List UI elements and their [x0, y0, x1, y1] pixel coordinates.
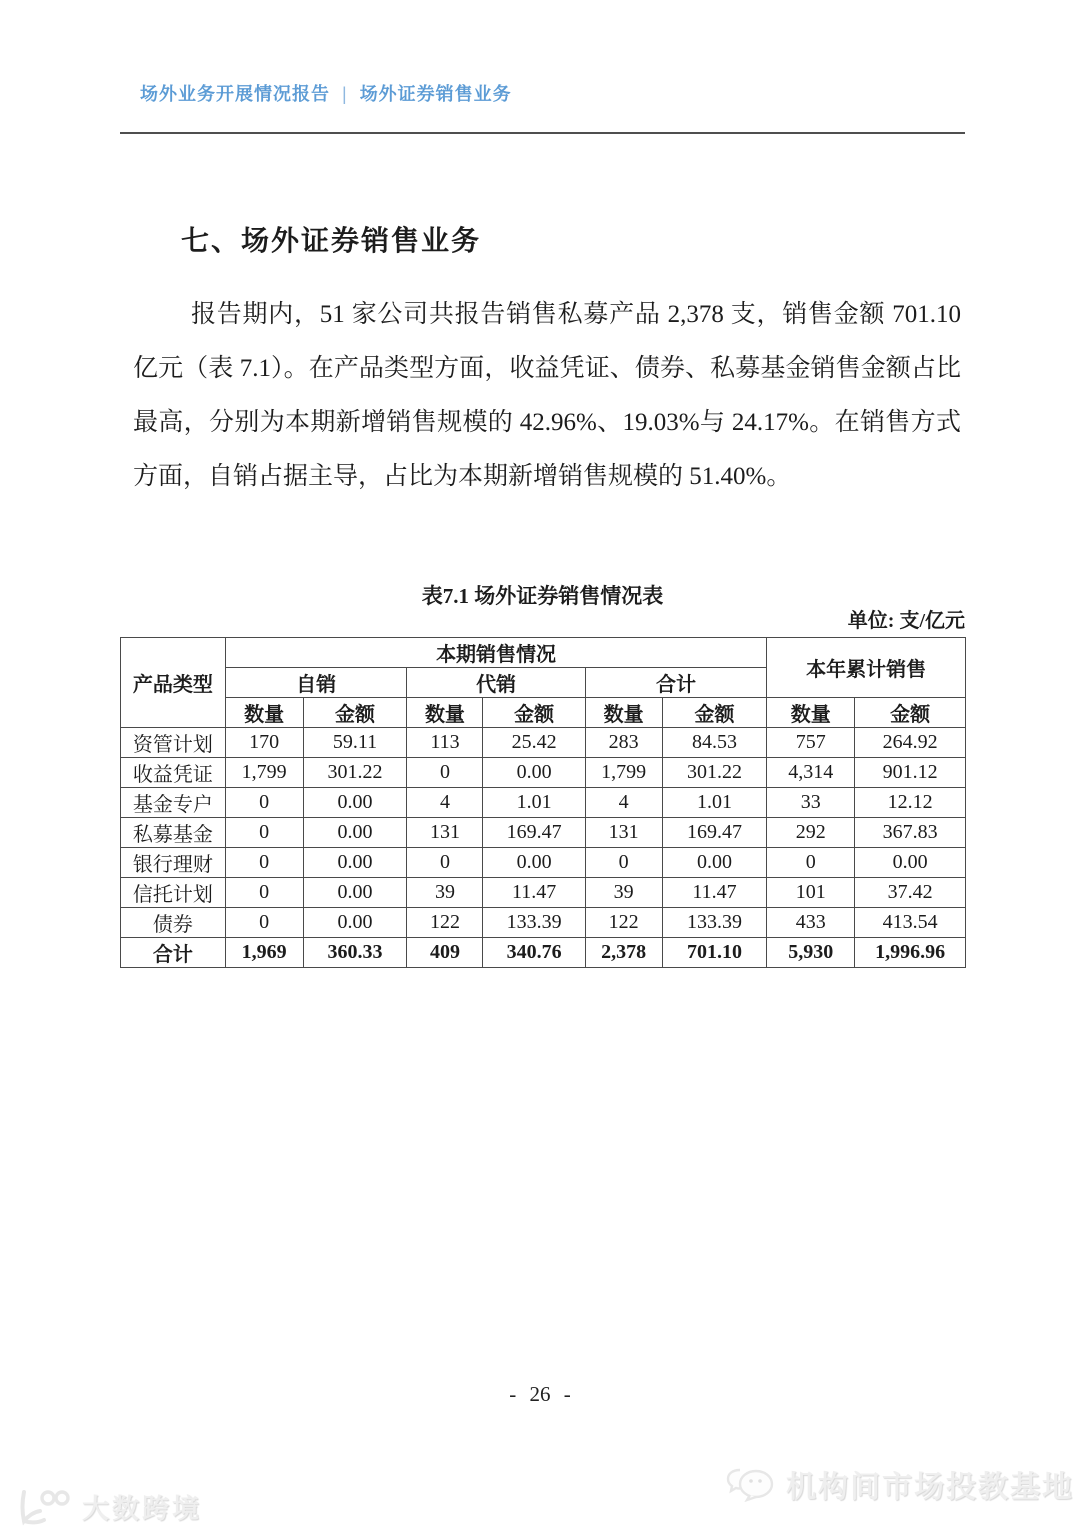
body-paragraph: 报告期内，51 家公司共报告销售私募产品 2,378 支，销售金额 701.10 亿元（表 7.1）。在产品类型方面，收益凭证、债券、私募基金销售金额占比最高，分别为本期新增销售规模的 42.96%、19.03%与 24.17%。在销售方式方面，自销占据主导，占比为本期新增销售规模的 51.40%。: [133, 301, 961, 490]
cell-value: 0: [225, 818, 303, 848]
cell-value: 292: [767, 818, 855, 848]
cell-value: 0.00: [483, 848, 585, 878]
cell-value: 360.33: [303, 938, 407, 968]
table-row: [121, 848, 966, 878]
cell-value: 0: [767, 848, 855, 878]
cell-value: 340.76: [483, 938, 585, 968]
col-header-qty: 数量: [225, 698, 303, 728]
row-label: 收益凭证: [121, 758, 226, 788]
sales-table: [120, 637, 966, 968]
chat-bubbles-icon: [726, 1466, 778, 1502]
cell-value: 84.53: [662, 728, 767, 758]
cell-value: 0: [225, 878, 303, 908]
cell-value: 39: [585, 878, 662, 908]
cell-value: 264.92: [855, 728, 966, 758]
cell-value: 283: [585, 728, 662, 758]
row-label: 债券: [121, 908, 226, 938]
cell-value: 11.47: [483, 878, 585, 908]
cell-value: 39: [407, 878, 483, 908]
cell-value: 0.00: [483, 758, 585, 788]
cell-value: 131: [585, 818, 662, 848]
cell-value: 409: [407, 938, 483, 968]
cell-value: 367.83: [855, 818, 966, 848]
cell-value: 101: [767, 878, 855, 908]
cell-value: 133.39: [483, 908, 585, 938]
col-header-amount: 金额: [303, 698, 407, 728]
cell-value: 1,799: [225, 758, 303, 788]
header-divider: [120, 132, 965, 134]
cell-value: 413.54: [855, 908, 966, 938]
col-header-subtotal: 合计: [585, 668, 767, 698]
cell-value: 1,996.96: [855, 938, 966, 968]
table-row: [121, 728, 966, 758]
table-row: [121, 938, 966, 968]
col-header-agency-sale: 代销: [407, 668, 585, 698]
cell-value: 0.00: [303, 788, 407, 818]
cell-value: 4: [407, 788, 483, 818]
cell-value: 433: [767, 908, 855, 938]
col-header-qty: 数量: [585, 698, 662, 728]
cell-value: 169.47: [483, 818, 585, 848]
col-header-amount: 金额: [662, 698, 767, 728]
cell-value: 37.42: [855, 878, 966, 908]
cell-value: 0: [407, 758, 483, 788]
table-row: [121, 818, 966, 848]
cell-value: 170: [225, 728, 303, 758]
cell-value: 1.01: [483, 788, 585, 818]
table-row: [121, 878, 966, 908]
cell-value: 169.47: [662, 818, 767, 848]
cell-value: 0.00: [303, 878, 407, 908]
cell-value: 0: [225, 908, 303, 938]
cell-value: 0: [225, 848, 303, 878]
watermark-left: [14, 1487, 202, 1526]
cell-value: 122: [585, 908, 662, 938]
running-header-section: 场外证券销售业务: [359, 84, 512, 104]
cell-value: 1,969: [225, 938, 303, 968]
cell-value: 2,378: [585, 938, 662, 968]
table-header-row-3: [121, 698, 966, 728]
row-label: 私募基金: [121, 818, 226, 848]
col-header-amount: 金额: [483, 698, 585, 728]
cell-value: 1.01: [662, 788, 767, 818]
row-label: 资管计划: [121, 728, 226, 758]
col-header-qty: 数量: [407, 698, 483, 728]
section-title: 七、场外证券销售业务: [181, 226, 482, 257]
cell-value: 901.12: [855, 758, 966, 788]
cell-value: 4: [585, 788, 662, 818]
col-header-self-sale: 自销: [225, 668, 407, 698]
watermark-right: [726, 1462, 1074, 1506]
cell-value: 0.00: [303, 908, 407, 938]
cell-value: 33: [767, 788, 855, 818]
cell-value: 131: [407, 818, 483, 848]
cell-value: 59.11: [303, 728, 407, 758]
cell-value: 0: [585, 848, 662, 878]
watermark-left-text: 大数跨境: [82, 1494, 202, 1524]
watermark-right-text: 机构间市场投教基地: [786, 1471, 1074, 1504]
table-row: [121, 758, 966, 788]
table-title: 表7.1 场外证券销售情况表: [421, 584, 664, 608]
row-label: 银行理财: [121, 848, 226, 878]
cell-value: 0: [225, 788, 303, 818]
col-header-product-type: 产品类型: [121, 638, 226, 728]
running-header: [140, 80, 512, 106]
cell-value: 11.47: [662, 878, 767, 908]
cell-value: 0: [407, 848, 483, 878]
col-header-qty: 数量: [767, 698, 855, 728]
cell-value: 301.22: [303, 758, 407, 788]
cell-value: 701.10: [662, 938, 767, 968]
running-header-separator: |: [342, 84, 348, 104]
cell-value: 12.12: [855, 788, 966, 818]
page-number: - 26 -: [509, 1382, 571, 1406]
cell-value: 0.00: [303, 818, 407, 848]
row-label: 基金专户: [121, 788, 226, 818]
table-unit-label: 单位: 支/亿元: [847, 610, 965, 632]
table-row: [121, 788, 966, 818]
cell-value: 122: [407, 908, 483, 938]
cell-value: 25.42: [483, 728, 585, 758]
col-header-ytd: 本年累计销售: [767, 638, 966, 698]
running-header-report-title: 场外业务开展情况报告: [140, 84, 330, 104]
table-body: [121, 728, 966, 968]
table-header-row-1: [121, 638, 966, 668]
col-header-amount: 金额: [855, 698, 966, 728]
col-header-current-period: 本期销售情况: [225, 638, 767, 668]
cell-value: 0.00: [855, 848, 966, 878]
cell-value: 113: [407, 728, 483, 758]
cell-value: 757: [767, 728, 855, 758]
cell-value: 301.22: [662, 758, 767, 788]
cell-value: 133.39: [662, 908, 767, 938]
row-label: 合计: [121, 938, 226, 968]
cell-value: 4,314: [767, 758, 855, 788]
cell-value: 0.00: [303, 848, 407, 878]
brand-logo-icon: [14, 1488, 72, 1526]
cell-value: 5,930: [767, 938, 855, 968]
table-row: [121, 908, 966, 938]
cell-value: 1,799: [585, 758, 662, 788]
cell-value: 0.00: [662, 848, 767, 878]
row-label: 信托计划: [121, 878, 226, 908]
